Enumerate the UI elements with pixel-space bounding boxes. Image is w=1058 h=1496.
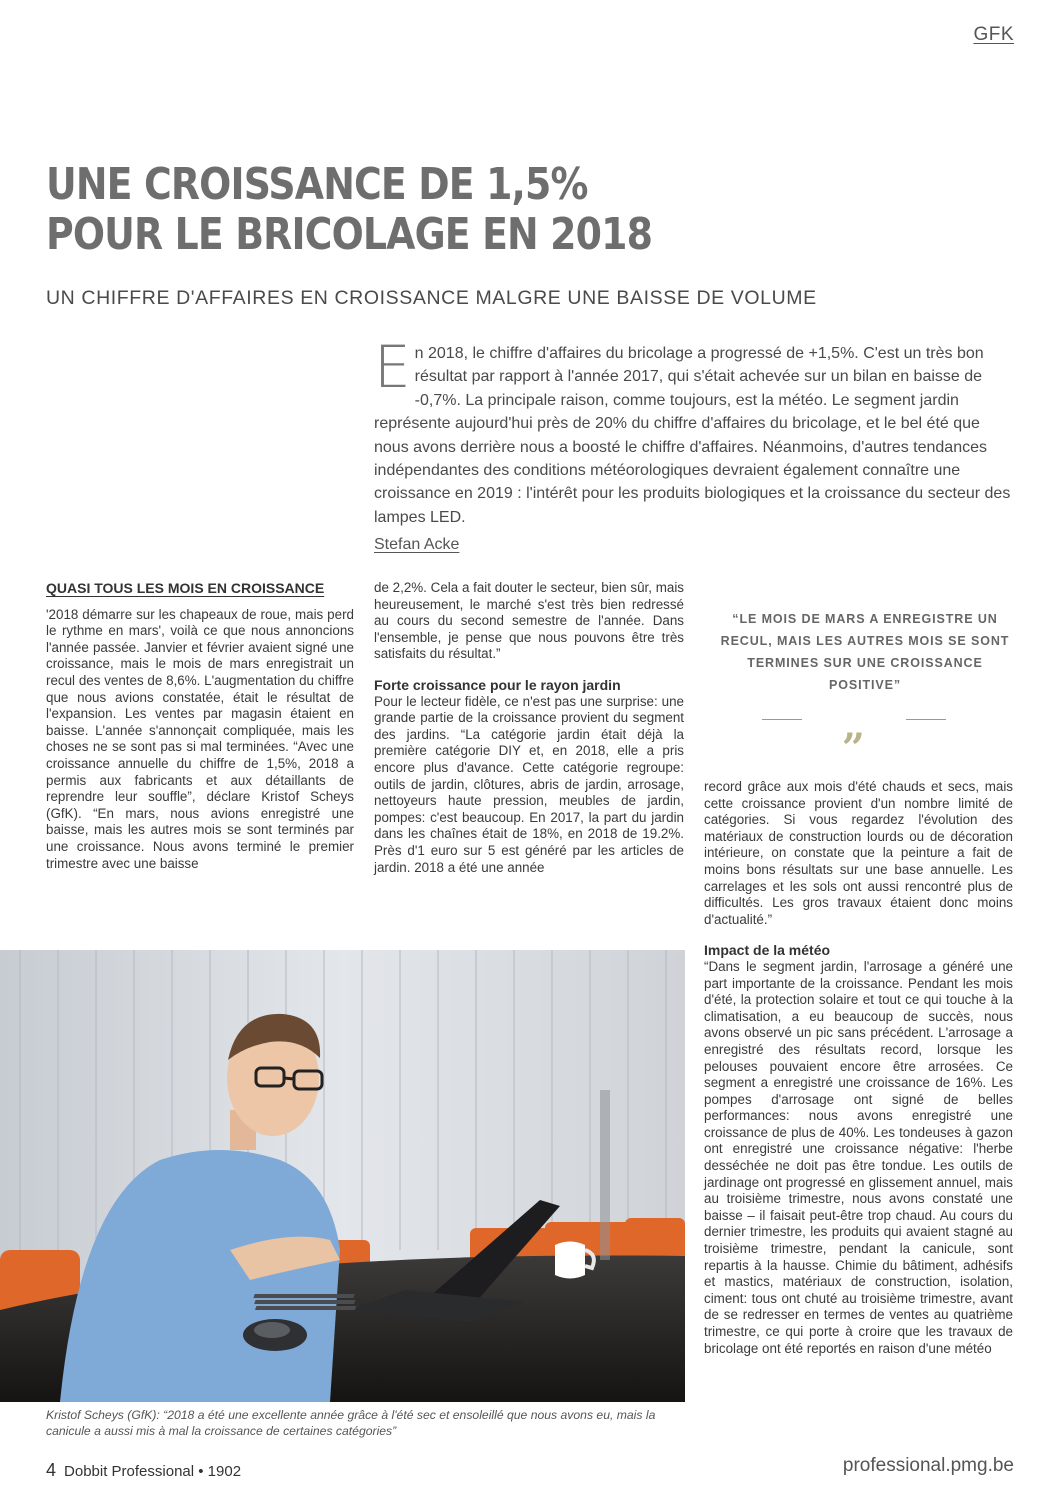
drop-cap: E <box>374 333 411 401</box>
article-photo <box>0 950 685 1402</box>
publication-name: Dobbit Professional • 1902 <box>64 1463 242 1480</box>
divider-line-right <box>906 719 946 720</box>
article-subtitle: UN CHIFFRE D'AFFAIRES EN CROISSANCE MALGRE UNE BAISSE DE VOLUME <box>46 287 817 309</box>
section-tag: GFK <box>973 24 1014 45</box>
column-3-text-1: record grâce aux mois d'été chauds et secs, mais cette croissance provient d'un nombre limité de catégories. Si vous regardez l'évolution des matériaux de construction lourds ou de décoration intérieure, on constate que la peinture a fait de moins bons résultats sur une base annuelle. Les carrelages et les sols ont aussi rencontré plus de difficultés. Les gros travaux étaient donc moins d'actualité.” <box>704 779 1013 927</box>
footer-website-link[interactable]: professional.pmg.be <box>842 1455 1014 1476</box>
title-line-2: POUR LE BRICOLAGE EN 2018 <box>46 209 653 260</box>
column-3-heading: Impact de la météo <box>704 942 831 959</box>
column-2-heading: Forte croissance pour le rayon jardin <box>374 676 621 693</box>
quote-mark-icon: „ <box>842 702 866 749</box>
photo-caption: Kristof Scheys (GfK): “2018 a été une excellente année grâce à l'été sec et ensoleillé que nous avons eu, mais la canicule a aussi mis à mal la croissance de certaines catégories” <box>46 1408 656 1438</box>
quote-divider <box>762 702 946 749</box>
column-1-text: '2018 démarre sur les chapeaux de roue, mais perd le rythme en mars', voilà ce que nous annoncions l'année passée. Janvier et février avaient signé une croissance, mais le mois de mars enregistrait un recul des ventes de 8,6%. L'augmentation du chiffre que nous avions constatée, était le résultat de l'expansion. Les ventes par magasin étaient en baisse. L'année s'annonçait compliquée, mais les choses ne se sont pas si mal terminées. “Avec une croissance annuelle du chiffre de 1,5%, 2018 a permis aux fabricants et aux détaillants de reprendre leur souffle”, déclare Kristof Scheys (GfK). “En mars, nous avions enregistré une baisse, mais les autres mois se sont terminés par une croissance. Nous avons terminé le premier trimestre avec une baisse <box>46 606 354 871</box>
column-2 <box>374 580 684 876</box>
column-3-text-2: “Dans le segment jardin, l'arrosage a généré une part importante de la croissance. Pendant les mois d'été, la protection solaire et tout ce qui touche à la climatisation, a eu beaucoup de succès, nous avons observé un pic sans précédent. L'arrosage a enregistré des résultats record, lorsque les pelouses pouvaient encore être arrosées. Ce segment a enregistré une croissance de 16%. Les pompes d'arrosage ont signé de belles performances: nous avons enregistré une croissance de plus de 40%. Les tondeuses à gazon ont enregistré une croissance négative: l'herbe desséchée ne doit pas être tondue. Les outils de jardinage ont progressé en glissement annuel, mais au troisième trimestre, nous avons constaté une baisse – il faisait peut-être trop chaud. Au cours du dernier trimestre, les produits qui avaient stagné au troisième trimestre, pendant la canicule, sont repartis à la hausse. Chimie du bâtiment, adhésifs et mastics, matériaux de construction, isolation, ciment: tous ont chuté au troisième trimestre, avant de se redresser en termes de ventes au quatrième trimestre, ce qui porte à croire que les travaux de bricolage ont été reportés en raison d'une météo <box>704 958 1013 1356</box>
column-1-heading: QUASI TOUS LES MOIS EN CROISSANCE <box>46 580 325 596</box>
intro-text: n 2018, le chiffre d'affaires du bricolage a progressé de +1,5%. C'est un très bon résultat par rapport à l'année 2017, qui s'était achevée sur un bilan en baisse de -0,7%. La principale raison, comme toujours, est la météo. Le segment jardin représente aujourd'hui près de 20% du chiffre d'affaires du bricolage, et le bel été que nous avons derrière nous a boosté le chiffre d'affaires. Néanmoins, d'autres tendances indépendantes des conditions météorologiques devraient également connaître une croissance en 2019 : l'intérêt pour les produits biologiques et la croissance du secteur des lampes LED. <box>374 345 1011 526</box>
author-byline: Stefan Acke <box>374 536 460 553</box>
article-title <box>46 160 700 260</box>
divider-line-left <box>762 719 802 720</box>
column-1 <box>46 580 354 872</box>
pull-quote: “LE MOIS DE MARS A ENREGISTRE UN RECUL, MAIS LES AUTRES MOIS SE SONT TERMINES SUR UNE CROISSANCE POSITIVE” <box>720 612 1010 692</box>
title-line-1: UNE CROISSANCE DE 1,5% <box>46 159 588 210</box>
column-2-text-2: Pour le lecteur fidèle, ce n'est pas une surprise: une grande partie de la croissance provient du segment des jardins. “La catégorie jardin était déjà la première catégorie DIY et, en 2018, elle a pris encore plus d'avance. Cette catégorie regroupe: outils de jardin, clôtures, abris de jardin, arrosage, nettoyeurs haute pression, meubles de jardin, pompes: c'est beaucoup. En 2017, la part du jardin dans les chaînes était de 18%, en 2018 de 19.2%. Près d'1 euro sur 5 est généré par les articles de jardin. 2018 a été une année <box>374 693 684 875</box>
photo-illustration <box>0 950 685 1402</box>
page-number: 4 <box>46 1460 57 1480</box>
column-2-text-1: de 2,2%. Cela a fait douter le secteur, bien sûr, mais heureusement, le marché s'est très bien redressé au cours du second semestre de l'année. Dans l'ensemble, je pense que nous pouvons être très satisfaits du résultat.” <box>374 580 684 662</box>
column-3 <box>704 779 1013 1357</box>
intro-paragraph <box>374 333 1014 529</box>
footer-publication <box>46 1460 241 1481</box>
